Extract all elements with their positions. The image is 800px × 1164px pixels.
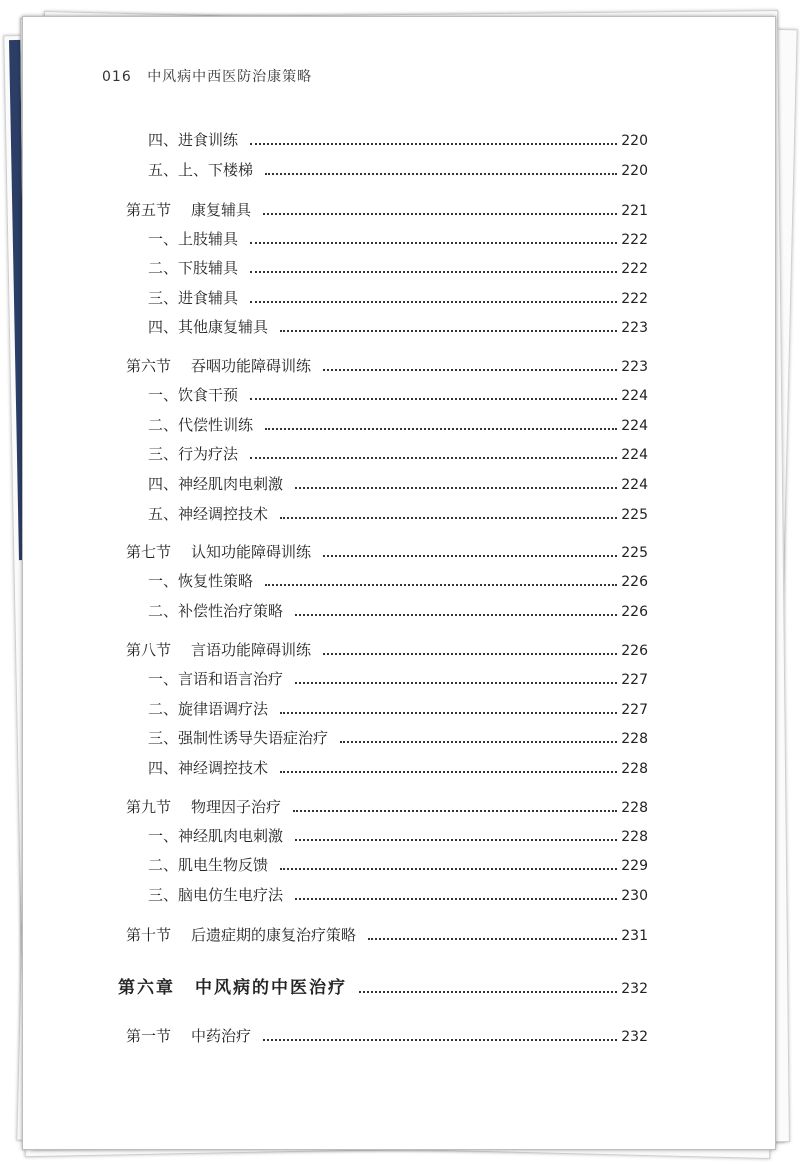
toc-entry-title: 四、进食训练 [148,131,239,149]
toc-section-title: 吞咽功能障碍训练 [191,357,312,375]
toc-entry-page: 230 [621,888,648,904]
toc-chapter-page: 232 [621,981,648,997]
toc-entry[interactable] [148,883,648,907]
leader-dots [280,517,617,519]
leader-dots [250,271,617,273]
toc-section-title: 物理因子治疗 [191,798,282,816]
toc-entry[interactable] [148,256,648,280]
toc-section[interactable] [126,354,648,378]
toc-section-number: 第七节 [126,543,172,561]
toc-entry[interactable] [148,286,648,310]
leader-dots [295,487,617,489]
leader-dots [250,143,617,145]
leader-dots [265,428,617,430]
leader-dots [265,173,617,175]
toc-entry[interactable] [148,442,648,466]
toc-entry-title: 五、神经调控技术 [148,505,269,523]
toc-chapter-title: 中风病的中医治疗 [195,978,347,998]
toc-entry-page: 226 [621,574,648,590]
toc-section-number: 第一节 [126,1027,172,1045]
toc-section[interactable] [126,540,648,564]
toc-entry-page: 227 [621,702,648,718]
toc-entry[interactable] [148,824,648,848]
toc-section-title: 后遗症期的康复治疗策略 [191,926,357,944]
leader-dots [250,242,617,244]
toc-entry[interactable] [148,726,648,750]
toc-entry-title: 二、补偿性治疗策略 [148,602,284,620]
leader-dots [280,712,617,714]
leader-dots [368,938,617,940]
toc-entry[interactable] [148,599,648,623]
toc-entry-page: 229 [621,858,648,874]
toc-entry-page: 224 [621,447,648,463]
toc-entry-title: 四、神经肌肉电刺激 [148,475,284,493]
toc-section-page: 223 [621,359,648,375]
toc-section-number: 第八节 [126,641,172,659]
leader-dots [280,868,617,870]
toc-section-page: 226 [621,643,648,659]
toc-entry-title: 二、下肢辅具 [148,259,239,277]
toc-entry-title: 三、强制性诱导失语症治疗 [148,729,329,747]
leader-dots [250,457,617,459]
toc-section-page: 231 [621,928,648,944]
toc-section-title: 中药治疗 [191,1027,252,1045]
running-header [102,66,312,86]
toc-entry[interactable] [148,502,648,526]
page-number: 016 [102,69,132,85]
toc-entry-page: 225 [621,507,648,523]
toc-entry-page: 220 [621,133,648,149]
toc-entry-title: 一、恢复性策略 [148,572,254,590]
toc-entry[interactable] [148,697,648,721]
toc-entry-page: 223 [621,320,648,336]
toc-section[interactable] [126,1024,648,1048]
leader-dots [323,369,617,371]
toc-entry[interactable] [148,756,648,780]
toc-section-number: 第六节 [126,357,172,375]
toc-entry-title: 一、上肢辅具 [148,230,239,248]
toc-section[interactable] [126,198,648,222]
toc-entry-title: 二、代偿性训练 [148,416,254,434]
toc-entry-title: 三、脑电仿生电疗法 [148,886,284,904]
toc-entry-title: 二、肌电生物反馈 [148,856,269,874]
leader-dots [280,330,617,332]
toc-section-number: 第九节 [126,798,172,816]
leader-dots [263,213,617,215]
toc-entry-title: 四、其他康复辅具 [148,318,269,336]
book-title: 中风病中西医防治康策略 [147,69,313,85]
leader-dots [250,398,617,400]
toc-chapter-number: 第六章 [118,978,175,998]
toc-entry-page: 226 [621,604,648,620]
leader-dots [295,898,617,900]
leader-dots [250,301,617,303]
leader-dots [280,771,617,773]
toc-section-page: 221 [621,203,648,219]
toc-section-number: 第五节 [126,201,172,219]
toc-entry-page: 222 [621,232,648,248]
toc-entry-title: 一、言语和语言治疗 [148,670,284,688]
toc-entry-page: 222 [621,261,648,277]
toc-entry-title: 四、神经调控技术 [148,759,269,777]
toc-entry-page: 228 [621,829,648,845]
toc-entry-title: 三、进食辅具 [148,289,239,307]
toc-section-title: 言语功能障碍训练 [191,641,312,659]
toc-entry-title: 一、神经肌肉电刺激 [148,827,284,845]
leader-dots [340,741,617,743]
leader-dots [295,839,617,841]
toc-section[interactable] [126,923,648,947]
toc-entry[interactable] [148,158,648,182]
toc-entry-page: 224 [621,418,648,434]
toc-section-page: 225 [621,545,648,561]
toc-section-page: 228 [621,800,648,816]
toc-entry[interactable] [148,227,648,251]
toc-section[interactable] [126,638,648,662]
toc-entry-page: 228 [621,731,648,747]
leader-dots [359,991,617,993]
toc-entry-title: 二、旋律语调疗法 [148,700,269,718]
toc-entry[interactable] [148,667,648,691]
toc-entry[interactable] [148,413,648,437]
toc-entry-title: 一、饮食干预 [148,386,239,404]
toc-section-title: 认知功能障碍训练 [191,543,312,561]
toc-section-title: 康复辅具 [191,201,252,219]
toc-entry-page: 224 [621,388,648,404]
leader-dots [295,682,617,684]
toc-entry[interactable] [148,383,648,407]
leader-dots [323,555,617,557]
toc-entry-page: 224 [621,477,648,493]
toc-entry-page: 220 [621,163,648,179]
leader-dots [265,584,617,586]
toc-entry[interactable] [148,128,648,152]
toc-entry[interactable] [148,853,648,877]
leader-dots [263,1039,617,1041]
toc-entry[interactable] [148,472,648,496]
leader-dots [323,653,617,655]
leader-dots [293,810,617,812]
toc-section[interactable] [126,795,648,819]
toc-entry-title: 三、行为疗法 [148,445,239,463]
leader-dots [295,614,617,616]
toc-entry-page: 227 [621,672,648,688]
toc-entry[interactable] [148,569,648,593]
toc-entry-page: 228 [621,761,648,777]
toc-section-number: 第十节 [126,926,172,944]
toc-entry[interactable] [148,315,648,339]
toc-entry-title: 五、上、下楼梯 [148,161,254,179]
toc-chapter[interactable] [118,976,648,1000]
toc-section-page: 232 [621,1029,648,1045]
toc-entry-page: 222 [621,291,648,307]
